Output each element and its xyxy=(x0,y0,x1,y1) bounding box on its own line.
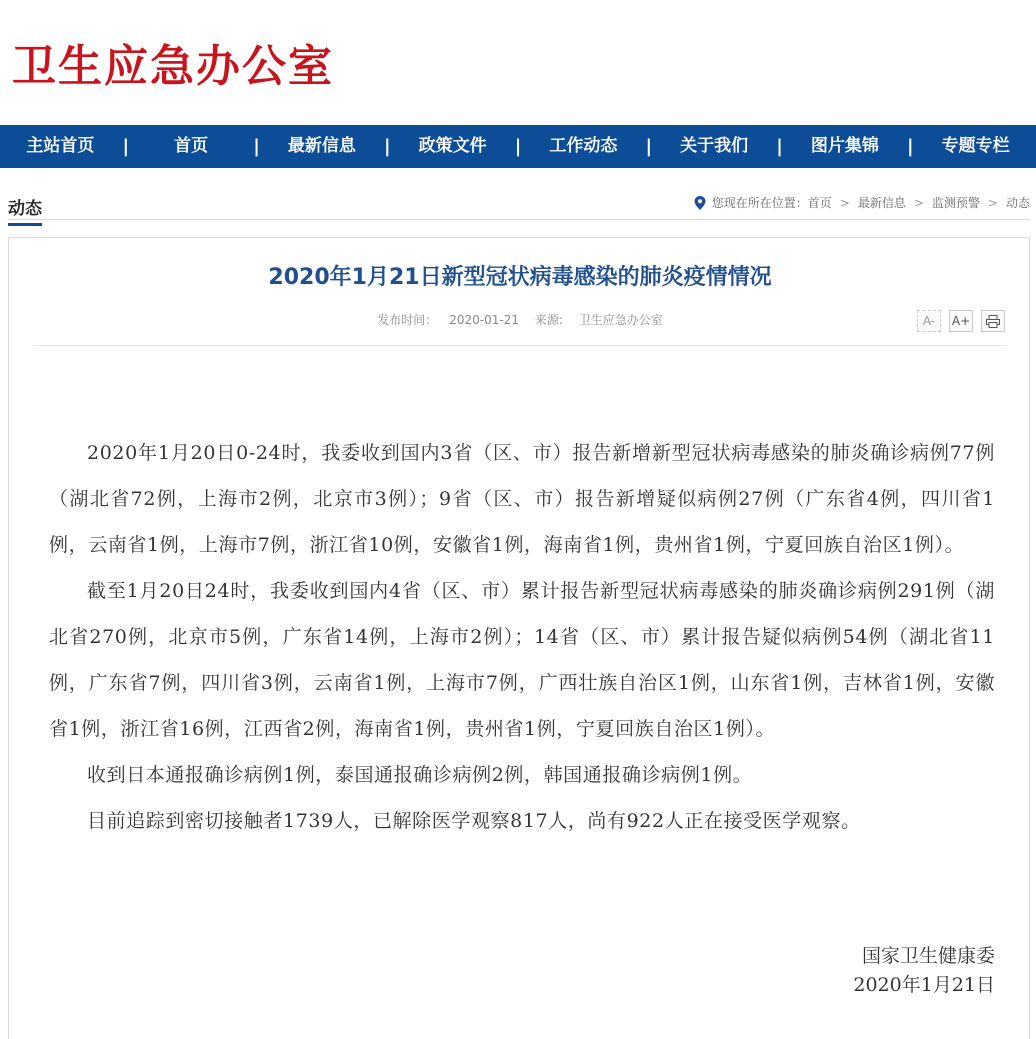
breadcrumb-separator: > xyxy=(913,195,924,210)
source-label: 来源: xyxy=(534,313,563,327)
nav-separator: | xyxy=(383,136,391,157)
breadcrumb-separator: > xyxy=(987,195,998,210)
breadcrumb-monitoring[interactable]: 监测预警 xyxy=(931,196,980,210)
main-nav xyxy=(0,125,1036,168)
nav-separator: | xyxy=(906,136,914,157)
breadcrumb-latest[interactable]: 最新信息 xyxy=(857,196,906,210)
section-bar xyxy=(8,190,1030,220)
printer-icon xyxy=(986,315,1000,328)
nav-item-topics[interactable]: 专题专栏 xyxy=(941,136,1010,156)
article-paragraph: 2020年1月20日0-24时，我委收到国内3省（区、市）报告新增新型冠状病毒感染的肺炎确诊病例77例（湖北省72例，上海市2例，北京市3例）；9省（区、市）报告新增疑似病例27例（广东省4例，四川省1例，云南省1例，上海市7例，浙江省10例，安徽省1例，海南省1例，贵州省1例，宁夏回族自治区1例）。 xyxy=(49,442,995,556)
publish-date-group xyxy=(377,313,519,327)
nav-item-gallery[interactable]: 图片集锦 xyxy=(810,136,879,156)
breadcrumb-prefix: 您现在所在位置： xyxy=(711,196,808,210)
article-paragraph: 收到日本通报确诊病例1例，泰国通报确诊病例2例，韩国通报确诊病例1例。 xyxy=(87,764,753,786)
nav-item-about[interactable]: 关于我们 xyxy=(680,136,749,156)
font-larger-button[interactable]: A+ xyxy=(949,310,973,332)
nav-item-work[interactable]: 工作动态 xyxy=(549,136,618,156)
publish-date: 2020-01-21 xyxy=(449,313,520,327)
article-body xyxy=(49,430,995,844)
print-button[interactable] xyxy=(981,310,1005,332)
breadcrumb-current[interactable]: 动态 xyxy=(1005,196,1030,210)
source-value: 卫生应急办公室 xyxy=(578,313,663,327)
meta-divider xyxy=(33,345,1007,346)
article-meta xyxy=(9,311,1031,328)
nav-separator: | xyxy=(253,136,260,157)
article-paragraph: 目前追踪到密切接触者1739人，已解除医学观察817人，尚有922人正在接受医学观察。 xyxy=(87,810,861,832)
font-smaller-button[interactable]: A- xyxy=(917,310,941,332)
article-container xyxy=(8,237,1030,1039)
article-paragraph: 截至1月20日24时，我委收到国内4省（区、市）累计报告新型冠状病毒感染的肺炎确诊病例291例（湖北省270例，北京市5例，广东省14例，上海市2例）；14省（区、市）累计报告疑似病例54例（湖北省11例，广东省7例，四川省3例，云南省1例，上海市7例，广西壮族自治区1例，山东省1例，吉林省1例，安徽省1例，浙江省16例，江西省2例，海南省1例，贵州省1例，宁夏回族自治区1例）。 xyxy=(49,580,995,740)
signature-date: 2020年1月21日 xyxy=(853,974,995,996)
signature-org: 国家卫生健康委 xyxy=(861,945,995,967)
breadcrumb-separator: > xyxy=(839,195,850,210)
article-tools xyxy=(917,310,1005,332)
site-title[interactable]: 卫生应急办公室 xyxy=(12,41,334,92)
nav-item-home[interactable]: 首页 xyxy=(174,136,209,156)
source-group xyxy=(535,313,663,327)
location-pin-icon xyxy=(694,196,706,210)
nav-separator: | xyxy=(645,136,653,157)
nav-item-policy[interactable]: 政策文件 xyxy=(418,136,487,156)
nav-separator: | xyxy=(776,136,783,157)
breadcrumb xyxy=(694,194,1030,211)
nav-separator: | xyxy=(122,136,130,157)
article-title: 2020年1月21日新型冠状病毒感染的肺炎疫情情况 xyxy=(268,265,772,290)
section-tab[interactable]: 动态 xyxy=(8,194,42,226)
publish-label: 发布时间： xyxy=(377,313,438,327)
site-header xyxy=(0,0,1036,125)
nav-item-latest[interactable]: 最新信息 xyxy=(287,136,356,156)
nav-item-main-home[interactable]: 主站首页 xyxy=(26,136,95,156)
breadcrumb-home[interactable]: 首页 xyxy=(807,196,832,210)
nav-separator: | xyxy=(514,136,522,157)
article-signature xyxy=(853,942,995,1000)
